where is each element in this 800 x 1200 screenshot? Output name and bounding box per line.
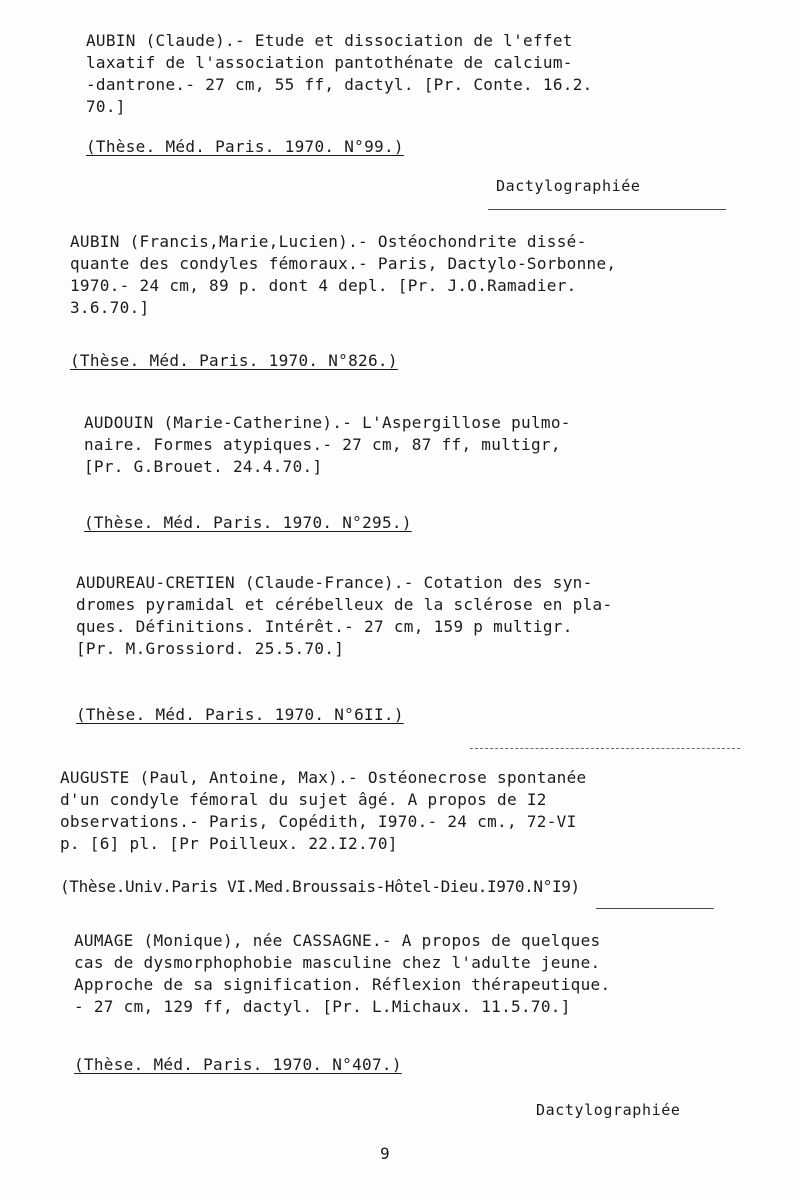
entry-line: AUBIN (Francis,Marie,Lucien).- Ostéochondrite dissé- [70,232,587,251]
entry-line: -dantrone.- 27 cm, 55 ff, dactyl. [Pr. Conte. 16.2. [86,75,593,94]
entry-line: ques. Définitions. Intérêt.- 27 cm, 159 p multigr. [76,617,573,636]
entry-line: observations.- Paris, Copédith, I970.- 24 cm., 72-VI [60,812,577,831]
entry-line: 1970.- 24 cm, 89 p. dont 4 depl. [Pr. J.O.Ramadier. [70,276,577,295]
entry-line: cas de dysmorphophobie masculine chez l'adulte jeune. [74,953,601,972]
entry-line: 3.6.70.] [70,298,150,317]
entry-line: laxatif de l'association pantothénate de calcium- [86,53,573,72]
thesis-reference: (Thèse. Méd. Paris. 1970. N°99.) [86,137,404,156]
entry-line: AUGUSTE (Paul, Antoine, Max).- Ostéonecrose spontanée [60,768,587,787]
thesis-reference: (Thèse. Méd. Paris. 1970. N°826.) [70,351,398,370]
entry-line: AUDUREAU-CRETIEN (Claude-France).- Cotation des syn- [76,573,593,592]
catalog-entry [76,572,612,660]
thesis-reference: (Thèse.Univ.Paris VI.Med.Broussais-Hôtel-Dieu.I970.N°I9) [60,877,580,896]
entry-line: p. [6] pl. [Pr Poilleux. 22.I2.70] [60,834,398,853]
thesis-reference: (Thèse. Méd. Paris. 1970. N°295.) [84,513,412,532]
typescript-marker: Dactylographiée [496,177,641,195]
entry-line: Approche de sa signification. Réflexion thérapeutique. [74,975,611,994]
entry-line: 70.] [86,97,126,116]
catalog-entry [70,231,616,319]
entry-divider [470,748,740,749]
entry-line: AUMAGE (Monique), née CASSAGNE.- A propos de quelques [74,931,601,950]
entry-line: - 27 cm, 129 ff, dactyl. [Pr. L.Michaux. 11.5.70.] [74,997,571,1016]
thesis-reference: (Thèse. Méd. Paris. 1970. N°407.) [74,1055,402,1074]
entry-divider [596,908,714,909]
catalog-entry [60,767,586,855]
entry-divider [488,209,726,210]
entry-line: quante des condyles fémoraux.- Paris, Dactylo-Sorbonne, [70,254,617,273]
thesis-reference: (Thèse. Méd. Paris. 1970. N°6II.) [76,705,404,724]
typescript-marker: Dactylographiée [536,1101,681,1119]
catalog-entry [74,930,610,1018]
entry-line: AUDOUIN (Marie-Catherine).- L'Aspergillose pulmo- [84,413,571,432]
page-number: 9 [380,1144,390,1163]
catalog-entry [84,412,571,478]
entry-line: d'un condyle fémoral du sujet âgé. A propos de I2 [60,790,547,809]
entry-line: dromes pyramidal et cérébelleux de la sclérose en pla- [76,595,613,614]
entry-line: AUBIN (Claude).- Etude et dissociation de l'effet [86,31,573,50]
entry-line: [Pr. M.Grossiord. 25.5.70.] [76,639,345,658]
entry-line: [Pr. G.Brouet. 24.4.70.] [84,457,323,476]
catalog-entry [86,30,593,118]
entry-line: naire. Formes atypiques.- 27 cm, 87 ff, multigr, [84,435,561,454]
